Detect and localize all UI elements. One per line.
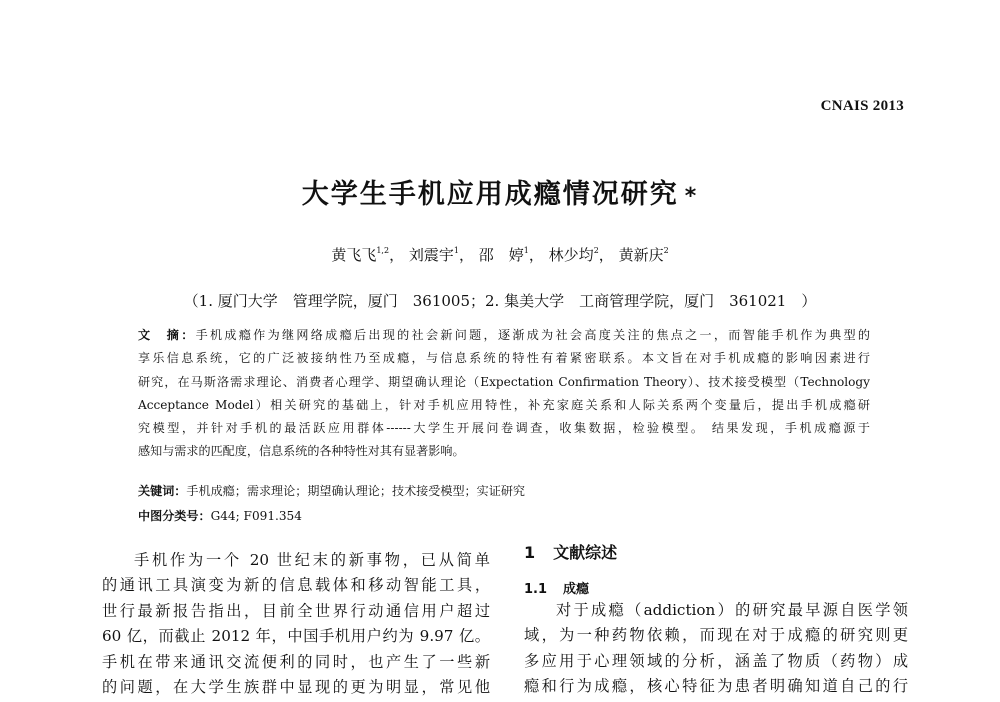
subsection-number: 1.1 <box>524 582 548 597</box>
body-right-column <box>524 598 908 700</box>
author-affil-mark: 2 <box>593 246 599 255</box>
abstract-line <box>138 324 870 347</box>
classification-label: 中图分类号： <box>138 509 211 523</box>
section-heading <box>524 540 617 563</box>
author-affil-mark: 2 <box>663 246 669 255</box>
paper-title <box>0 172 1000 211</box>
body-line: 的通讯工具演变为新的信息载体和移动智能工具， <box>102 576 490 595</box>
body-line: 域，为一种药物依赖，而现在对于成瘾的研究则更 <box>524 626 908 645</box>
body-line: 世行最新报告指出，目前全世界行动通信用户超过 <box>102 601 490 620</box>
abstract-line-text: 手机成瘾作为继网络成瘾后出现的社会新问题，逐渐成为社会高度关注的焦点之一，而智能手机作为典型的 <box>195 328 870 342</box>
classification-text: G44; F091.354 <box>210 509 302 523</box>
section-number: 1 <box>524 543 536 562</box>
keywords-label: 关键词： <box>138 484 187 498</box>
body-line: 瘾和行为成瘾，核心特征为患者明确知道自己的行 <box>524 677 908 696</box>
author-affil-mark: 1 <box>523 246 529 255</box>
author-name: 邵 婷 <box>478 246 524 264</box>
title-footnote-mark: * <box>684 184 699 209</box>
body-line: 60 亿，而截止 2012 年，中国手机用户约为 9.97 亿。 <box>102 627 490 646</box>
body-line: 的问题，在大学生族群中显现的更为明显，常见他 <box>102 678 490 697</box>
classification <box>138 507 302 524</box>
body-line: 手机作为一个 20 世纪末的新事物，已从简单 <box>134 551 490 569</box>
section-title: 文献综述 <box>553 543 618 562</box>
subsection-heading <box>524 578 589 597</box>
keywords <box>138 482 525 499</box>
body-line: 多应用于心理领域的分析，涵盖了物质（药物）成 <box>524 651 908 670</box>
author-name: 刘震宇 <box>408 246 454 264</box>
abstract-line: 究模型，并针对手机的最活跃应用群体------大学生开展问卷调查，收集数据，检验模型。 结果发现，手机成瘾源于 <box>138 421 870 436</box>
abstract-line: 研究，在马斯洛需求理论、消费者心理学、期望确认理论（Expectation Confirmation Theory）、技术接受模型（Technology <box>138 374 870 389</box>
affiliation: （1. 厦门大学 管理学院，厦门 361005；2. 集美大学 工商管理学院，厦门 361021 ） <box>183 292 817 310</box>
abstract-label: 文 摘： <box>138 328 196 342</box>
keywords-text: 手机成瘾；需求理论；期望确认理论；技术接受模型；实证研究 <box>186 484 526 498</box>
author-name: 黄新庆 <box>618 246 664 264</box>
conference-header: CNAIS 2013 <box>820 98 904 114</box>
author-name: 林少均 <box>548 246 594 264</box>
abstract <box>138 324 870 464</box>
author-list: 黄飞飞$^{1,2}$， 刘震宇$^1$， 邵 婷$^1$， 林少均$^2$， 黄新庆$^2$ <box>331 246 669 264</box>
abstract-line: 感知与需求的匹配度，信息系统的各种特性对其有显著影响。 <box>138 444 465 459</box>
author-name: 黄飞飞 <box>331 246 377 264</box>
subsection-title: 成瘾 <box>563 582 590 597</box>
body-left-column <box>102 548 490 700</box>
author-affil-mark: 1,2 <box>376 246 390 255</box>
abstract-line: 享乐信息系统，它的广泛被接纳性乃至成瘾，与信息系统的特性有着紧密联系。本文旨在对手机成瘾的影响因素进行 <box>138 351 870 366</box>
author-affil-mark: 1 <box>453 246 459 255</box>
abstract-line: Acceptance Model）相关研究的基础上，针对手机应用特性，补充家庭关系和人际关系两个变量后，提出手机成瘾研 <box>138 397 870 412</box>
body-line: 手机在带来通讯交流便利的同时，也产生了一些新 <box>102 652 490 671</box>
title-text: 大学生手机应用成瘾情况研究 <box>301 179 679 210</box>
body-line: 对于成瘾（addiction）的研究最早源自医学领 <box>556 601 908 619</box>
